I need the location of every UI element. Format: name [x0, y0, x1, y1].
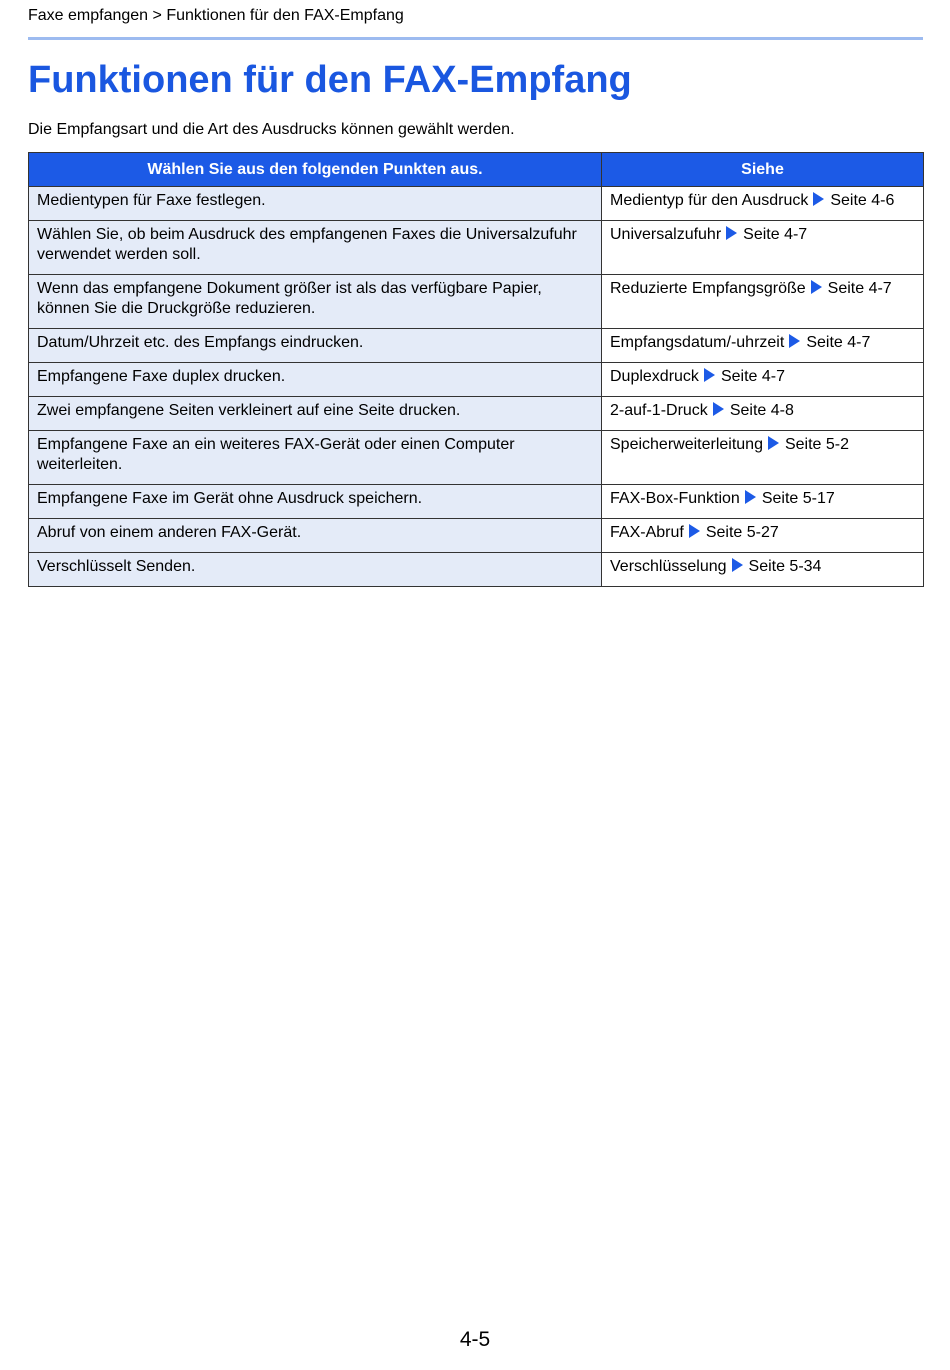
reference-label: Universalzufuhr	[610, 226, 722, 243]
table-header-row	[29, 153, 924, 187]
reference-page: Seite 4-6	[830, 192, 895, 209]
reference-link[interactable]	[602, 397, 924, 431]
breadcrumb: Faxe empfangen > Funktionen für den FAX-Empfang	[28, 7, 404, 24]
function-table	[28, 152, 924, 587]
function-description: Empfangene Faxe an ein weiteres FAX-Gerät oder einen Computer weiterleiten.	[29, 431, 602, 485]
reference-label: Duplexdruck	[610, 368, 699, 385]
reference-page: Seite 5-34	[748, 558, 822, 575]
arrow-right-icon	[713, 402, 724, 416]
function-description: Datum/Uhrzeit etc. des Empfangs eindrucken.	[29, 329, 602, 363]
reference-link[interactable]	[602, 431, 924, 485]
reference-label: FAX-Box-Funktion	[610, 490, 740, 507]
arrow-right-icon	[789, 334, 800, 348]
reference-label: Reduzierte Empfangsgröße	[610, 280, 806, 297]
reference-link[interactable]	[602, 221, 924, 275]
reference-label: Medientyp für den Ausdruck	[610, 192, 809, 209]
arrow-right-icon	[813, 192, 824, 206]
reference-page: Seite 4-7	[827, 280, 892, 297]
reference-label: Speicherweiterleitung	[610, 436, 763, 453]
function-description: Verschlüsselt Senden.	[29, 553, 602, 587]
reference-label: Empfangsdatum/-uhrzeit	[610, 334, 785, 351]
arrow-right-icon	[745, 490, 756, 504]
table-row	[29, 519, 924, 553]
table-row	[29, 431, 924, 485]
reference-page: Seite 4-7	[806, 334, 871, 351]
arrow-right-icon	[768, 436, 779, 450]
table-row	[29, 397, 924, 431]
reference-link[interactable]	[602, 329, 924, 363]
table-row	[29, 275, 924, 329]
reference-link[interactable]	[602, 275, 924, 329]
table-row	[29, 221, 924, 275]
reference-link[interactable]	[602, 553, 924, 587]
arrow-right-icon	[704, 368, 715, 382]
table-row	[29, 187, 924, 221]
reference-label: FAX-Abruf	[610, 524, 684, 541]
reference-link[interactable]	[602, 485, 924, 519]
reference-page: Seite 4-8	[729, 402, 794, 419]
function-description: Wählen Sie, ob beim Ausdruck des empfangenen Faxes die Universalzufuhr verwendet werden soll.	[29, 221, 602, 275]
table-row	[29, 363, 924, 397]
arrow-right-icon	[732, 558, 743, 572]
reference-page: Seite 5-17	[761, 490, 835, 507]
reference-page: Seite 5-27	[705, 524, 779, 541]
function-description: Wenn das empfangene Dokument größer ist als das verfügbare Papier, können Sie die Druckgröße reduzieren.	[29, 275, 602, 329]
reference-page: Seite 4-7	[743, 226, 808, 243]
page-title: Funktionen für den FAX-Empfang	[28, 59, 632, 101]
table-row	[29, 553, 924, 587]
arrow-right-icon	[811, 280, 822, 294]
function-description: Abruf von einem anderen FAX-Gerät.	[29, 519, 602, 553]
table-row	[29, 485, 924, 519]
reference-link[interactable]	[602, 187, 924, 221]
reference-page: Seite 4-7	[720, 368, 785, 385]
table-body	[29, 187, 924, 587]
reference-page: Seite 5-2	[784, 436, 850, 453]
function-description: Empfangene Faxe duplex drucken.	[29, 363, 602, 397]
function-description: Medientypen für Faxe festlegen.	[29, 187, 602, 221]
function-description: Empfangene Faxe im Gerät ohne Ausdruck speichern.	[29, 485, 602, 519]
reference-link[interactable]	[602, 363, 924, 397]
reference-label: 2-auf-1-Druck	[610, 402, 708, 419]
header-divider	[28, 37, 923, 40]
intro-text: Die Empfangsart und die Art des Ausdrucks können gewählt werden.	[28, 121, 515, 138]
arrow-right-icon	[689, 524, 700, 538]
page-number: 4-5	[459, 1328, 491, 1351]
column-header-function: Wählen Sie aus den folgenden Punkten aus.	[29, 153, 602, 187]
arrow-right-icon	[726, 226, 737, 240]
column-header-reference: Siehe	[602, 153, 924, 187]
table-row	[29, 329, 924, 363]
reference-link[interactable]	[602, 519, 924, 553]
function-description: Zwei empfangene Seiten verkleinert auf eine Seite drucken.	[29, 397, 602, 431]
reference-label: Verschlüsselung	[610, 558, 727, 575]
